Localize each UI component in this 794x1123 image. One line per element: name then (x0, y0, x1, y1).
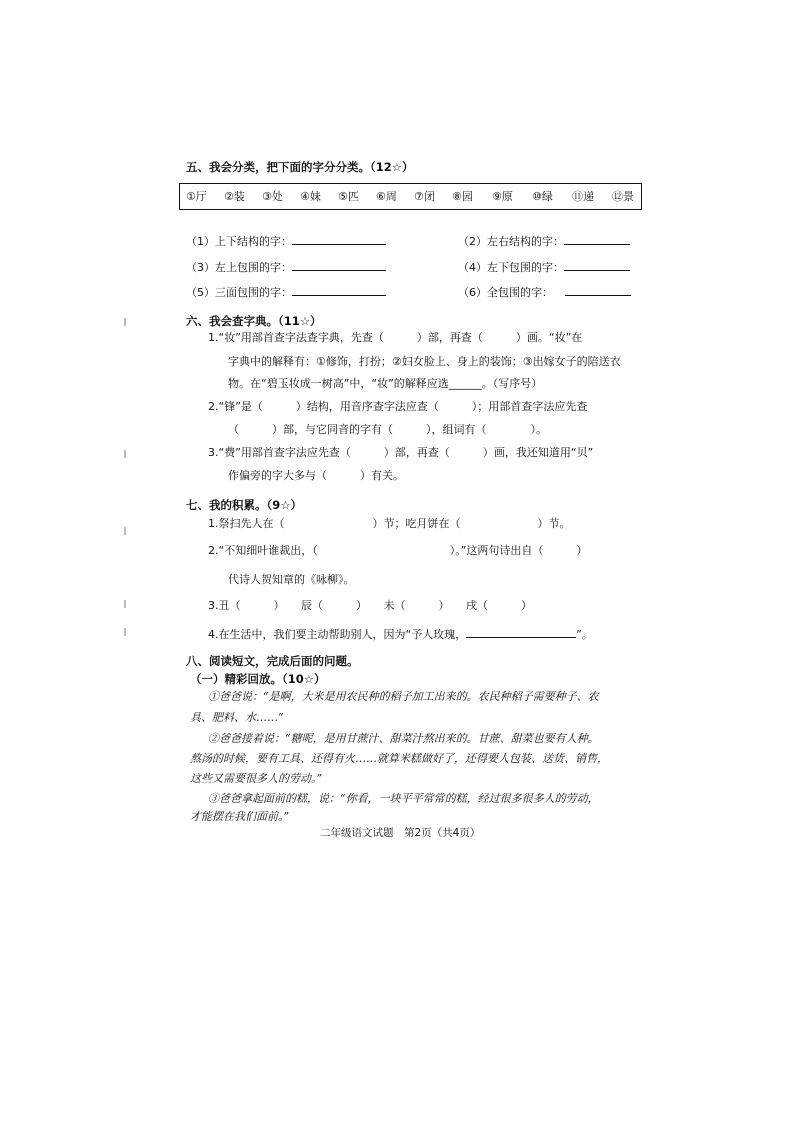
page-footer: 二年级语文试题 第2页（共4页） (320, 827, 481, 839)
question-line: 2.“锋”是（ ）结构，用音序查字法应查（ ）；用部首查字法应先查 (208, 400, 588, 413)
classify-label: （1）上下结构的字： (186, 235, 292, 248)
q4-prefix: 4.在生活中，我们要主动帮助别人，因为“予人玫瑰， (208, 628, 467, 641)
classify-item (186, 259, 386, 275)
q4-suffix: ”。 (576, 628, 593, 641)
question-line: 3.“费”用部首查字法应先查（ ）部，再查（ ）画，我还知道用“贝” (208, 446, 594, 459)
classify-item (458, 284, 631, 300)
scan-mark (124, 450, 126, 458)
answer-blank[interactable] (565, 284, 631, 296)
classify-item (458, 259, 630, 275)
question-line: 1.祭扫先人在（ ）节；吃月饼在（ ）节。 (208, 517, 571, 530)
question-line (208, 626, 593, 642)
section7-title: 七、我的积累。（9☆） (186, 498, 303, 512)
section8-subtitle: （一）精彩回放。（10☆） (190, 672, 326, 686)
scan-mark (124, 628, 126, 636)
section5-title: 五、我会分类，把下面的字分分类。（12☆） (186, 160, 414, 174)
passage-line: 这些又需要很多人的劳动。” (190, 772, 323, 785)
passage-line: ③爸爸拿起面前的糕，说：“你看，一块平平常常的糕，经过很多很多人的劳动， (208, 792, 599, 805)
question-line: 3.丑（ ） 辰（ ） 未（ ） 戌（ ） (208, 599, 532, 612)
passage-line: ①爸爸说：“是啊，大米是用农民种的稻子加工出来的。农民种稻子需要种子、农 (208, 690, 599, 703)
passage-line: 熬汤的时候，要有工具、还得有火……就算米糕做好了，还得要人包装、送货、销售， (190, 752, 608, 765)
char-item: ③处 (262, 190, 283, 203)
character-box (179, 183, 642, 210)
char-item: ⑤匹 (338, 190, 359, 203)
question-line: 代诗人贺知章的《咏柳》。 (228, 573, 355, 586)
answer-blank[interactable] (564, 259, 630, 271)
char-item: ②装 (224, 190, 245, 203)
section8-title: 八、阅读短文，完成后面的问题。 (186, 654, 359, 668)
classify-item (186, 284, 386, 300)
char-item: ⑥周 (376, 190, 397, 203)
classify-label: （4）左下包围的字： (458, 261, 564, 274)
question-line: 2.“不知细叶谁裁出，（ ）。”这两句诗出自（ ） (208, 544, 588, 557)
question-line: （ ）部，与它同音的字有（ ），组词有（ ）。 (228, 423, 547, 436)
classify-label: （3）左上包围的字： (186, 261, 292, 274)
answer-blank[interactable] (564, 233, 630, 245)
char-item: ⑩绿 (532, 190, 553, 203)
section6-title: 六、我会查字典。（11☆） (186, 314, 322, 328)
classify-item (186, 233, 386, 249)
question-line: 物。在“碧玉妆成一树高”中，“妆”的解释应选______。（写序号） (228, 377, 543, 390)
question-line: 1.“妆”用部首查字法查字典，先查（ ）部，再查（ ）画。“妆”在 (208, 331, 583, 344)
scan-mark (124, 318, 126, 326)
question-line: 字典中的解释有：①修饰，打扮；②妇女脸上、身上的装饰；③出嫁女子的陪送衣 (228, 355, 621, 368)
char-item: ⑨原 (492, 190, 513, 203)
char-item: ①厅 (186, 190, 207, 203)
char-item: ⑧园 (452, 190, 473, 203)
passage-line: 具、肥料、水……” (190, 711, 284, 724)
passage-line: 才能摆在我们面前。” (190, 810, 290, 823)
char-item: ⑪递 (572, 190, 594, 203)
scan-mark (124, 600, 126, 608)
answer-blank[interactable] (292, 259, 386, 271)
classify-item (458, 233, 630, 249)
passage-line: ②爸爸接着说：“糖呢，是用甘蔗汁、甜菜汁熬出来的。甘蔗、甜菜也要有人种。 (208, 732, 599, 745)
question-line: 作偏旁的字大多与（ ）有关。 (228, 469, 404, 482)
char-item: ⑫景 (612, 190, 634, 203)
answer-blank[interactable] (292, 233, 386, 245)
char-item: ⑦闭 (414, 190, 435, 203)
scan-mark (124, 527, 126, 535)
char-item: ④妹 (300, 190, 321, 203)
classify-label: （2）左右结构的字： (458, 235, 564, 248)
classify-label: （6）全包围的字： (458, 286, 553, 299)
classify-label: （5）三面包围的字： (186, 286, 292, 299)
answer-blank[interactable] (292, 284, 386, 296)
answer-blank[interactable] (466, 626, 576, 638)
